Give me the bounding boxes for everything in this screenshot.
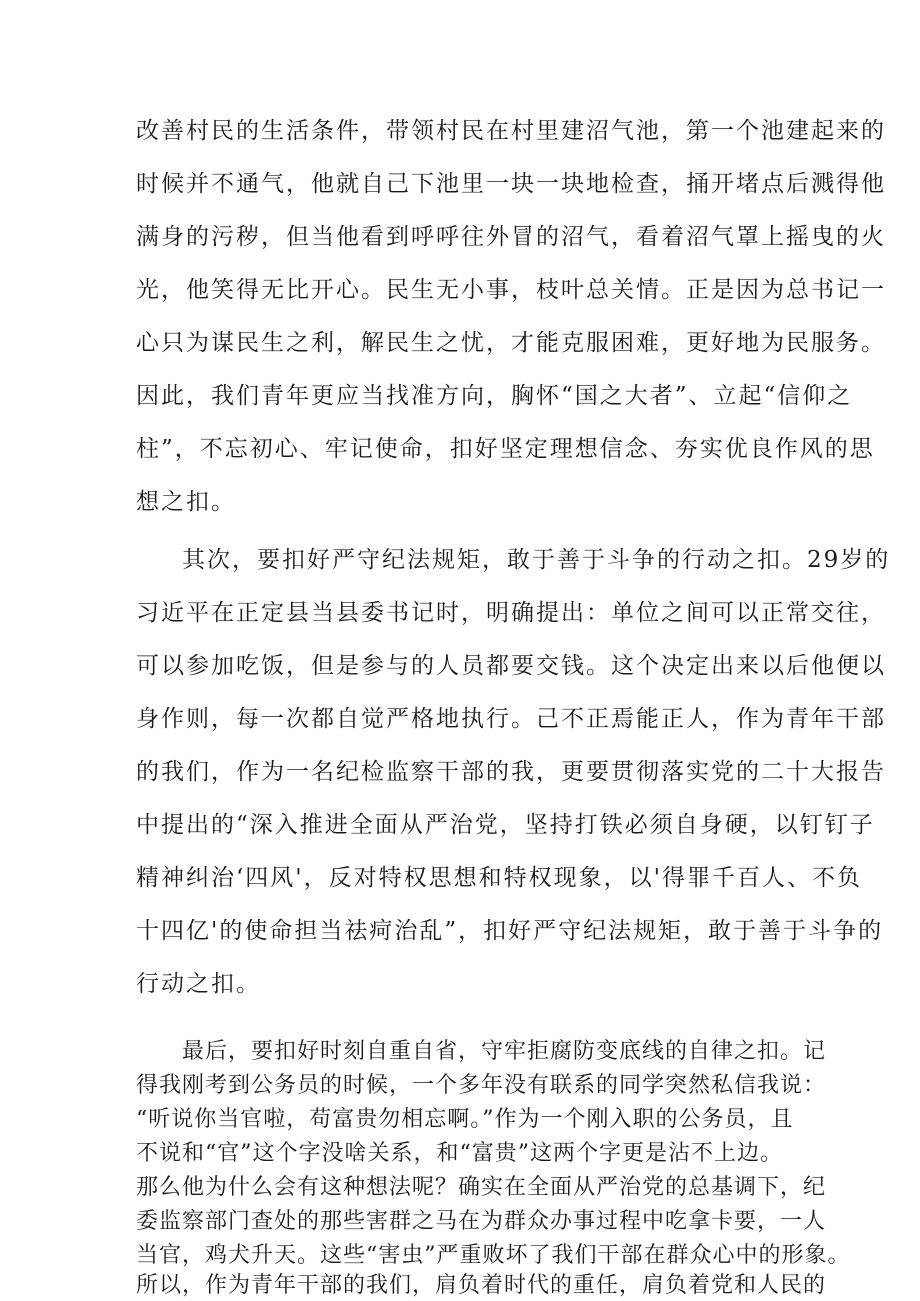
text-line: 时候并不通气，他就自己下池里一块一块地检查，捅开堵点后溅得他	[136, 171, 886, 197]
text-line: 行动之扣。	[136, 971, 261, 997]
text-line: 中提出的“深入推进全面从严治党，坚持打铁必须自身硬，以钉钉子	[136, 812, 875, 838]
text-line: 委监察部门查处的那些害群之马在为群众办事过程中吃拿卡要，一人	[136, 1209, 827, 1234]
text-line: 满身的污秽，但当他看到呼呼往外冒的沼气，看着沼气罩上摇曳的火	[136, 224, 886, 250]
text-line: 身作则，每一次都自觉严格地执行。己不正焉能正人，作为青年干部	[136, 706, 886, 732]
text-line: 心只为谋民生之利，解民生之忧，才能克服困难，更好地为民服务。	[136, 330, 886, 356]
text-line: 那么他为什么会有这种想法呢？确实在全面从严治党的总基调下，纪	[136, 1175, 827, 1200]
text-line: 因此，我们青年更应当找准方向，胸怀“国之大者”、立起“信仰之	[136, 383, 853, 409]
text-line: 十四亿'的使命担当祛疴治乱”，扣好严守纪法规矩，敢于善于斗争的	[136, 918, 884, 944]
paragraph-first-line: 最后，要扣好时刻自重自省，守牢拒腐防变底线的自律之扣。记	[182, 1039, 827, 1064]
text-line: 可以参加吃饭，但是参与的人员都要交钱。这个决定出来以后他便以	[136, 653, 886, 679]
text-line: “听说你当官啦，苟富贵勿相忘啊。”作为一个刚入职的公务员，且	[136, 1107, 794, 1132]
text-line: 当官，鸡犬升天。这些“害虫”严重败坏了我们干部在群众心中的形象。	[136, 1243, 851, 1268]
text-line: 光，他笑得无比开心。民生无小事，枝叶总关情。正是因为总书记一	[136, 277, 886, 303]
text-line: 精神纠治‘四风'，反对特权思想和特权现象，以'得罪千百人、不负	[136, 865, 862, 891]
text-line: 的我们，作为一名纪检监察干部的我，更要贯彻落实党的二十大报告	[136, 759, 886, 785]
text-line: 不说和“官”这个字没啥关系，和“富贵”这两个字更是沾不上边。	[136, 1141, 783, 1166]
text-line: 得我刚考到公务员的时候，一个多年没有联系的同学突然私信我说：	[136, 1073, 827, 1098]
text-line: 想之扣。	[136, 489, 236, 515]
text-line: 习近平在正定县当县委书记时，明确提出：单位之间可以正常交往，	[136, 600, 886, 626]
paragraph-first-line: 其次，要扣好严守纪法规矩，敢于善于斗争的行动之扣。29岁的	[182, 547, 891, 573]
text-line: 改善村民的生活条件，带领村民在村里建沼气池，第一个池建起来的	[136, 118, 886, 144]
text-line: 柱”，不忘初心、牢记使命，扣好坚定理想信念、夯实优良作风的思	[136, 436, 875, 462]
text-line: 所以，作为青年干部的我们，肩负着时代的重任，肩负着党和人民的	[136, 1273, 827, 1298]
